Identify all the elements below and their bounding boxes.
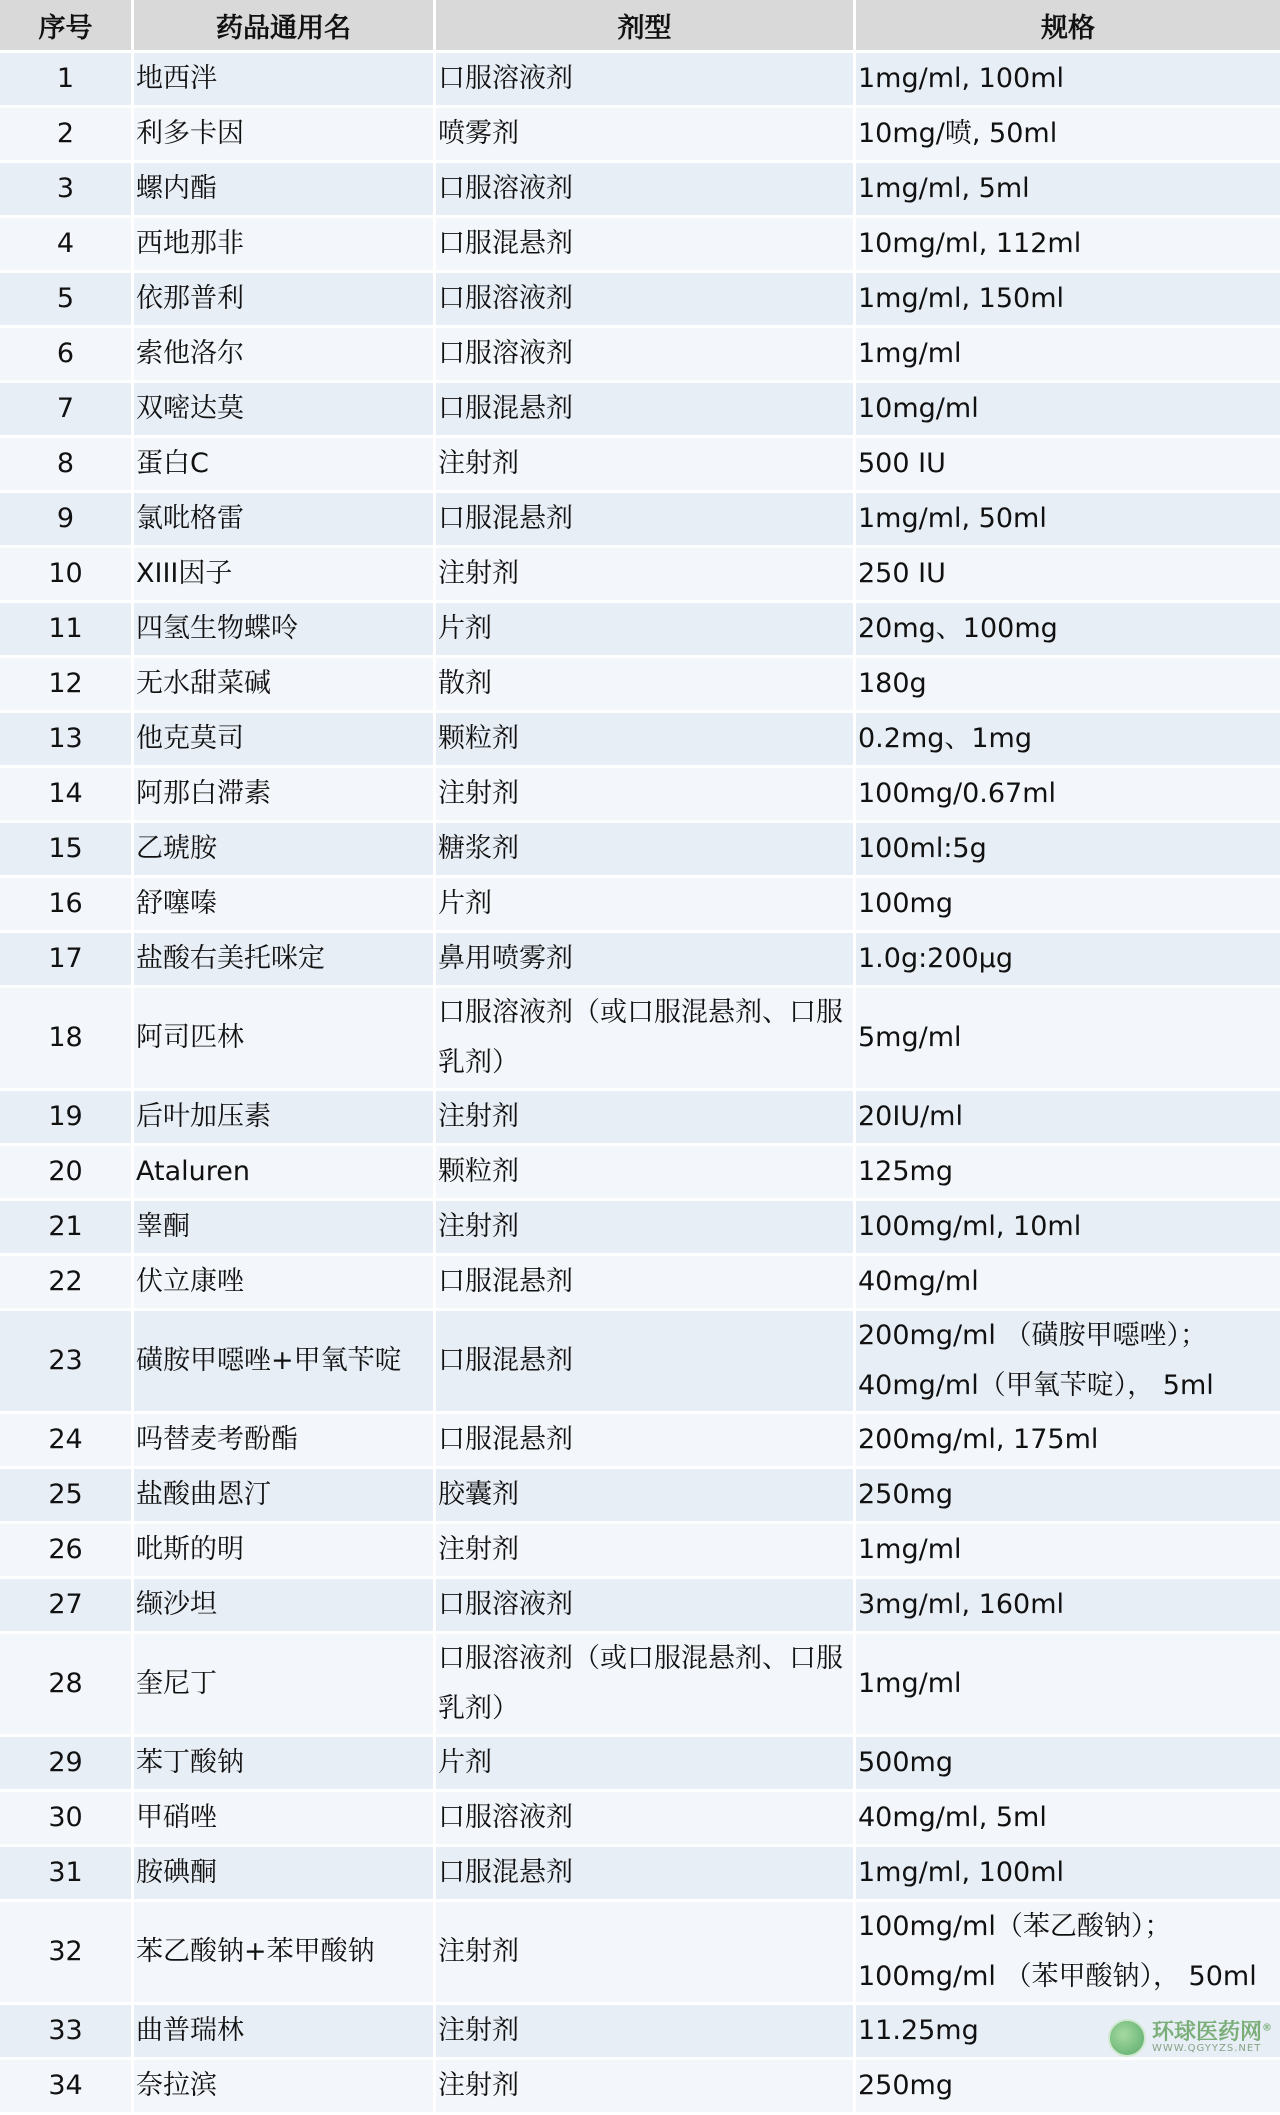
table-row: [0, 163, 1280, 215]
cell-no: 17: [0, 933, 134, 985]
cell-no: 14: [0, 768, 134, 820]
cell-form: 口服溶液剂（或口服混悬剂、口服乳剂）: [436, 1634, 856, 1734]
cell-name: 后叶加压素: [134, 1091, 436, 1143]
cell-no: 19: [0, 1091, 134, 1143]
cell-form: 胶囊剂: [436, 1469, 856, 1521]
cell-name: 吗替麦考酚酯: [134, 1414, 436, 1466]
cell-spec: 1mg/ml: [856, 328, 1280, 380]
cell-form: 注射剂: [436, 768, 856, 820]
cell-name: 奈拉滨: [134, 2060, 436, 2112]
table-row: [0, 1524, 1280, 1576]
table-row: [0, 713, 1280, 765]
header-no: 序号: [0, 0, 134, 50]
table-row: [0, 1091, 1280, 1143]
cell-no: 22: [0, 1256, 134, 1308]
cell-form: 口服溶液剂: [436, 53, 856, 105]
cell-no: 25: [0, 1469, 134, 1521]
cell-no: 26: [0, 1524, 134, 1576]
cell-form: 片剂: [436, 603, 856, 655]
cell-form: 注射剂: [436, 438, 856, 490]
table-row: [0, 1311, 1280, 1411]
cell-name: 睾酮: [134, 1201, 436, 1253]
cell-form: 口服溶液剂: [436, 328, 856, 380]
table-row: [0, 988, 1280, 1088]
table-row: [0, 1847, 1280, 1899]
table-row: [0, 438, 1280, 490]
cell-spec: 100mg/ml, 10ml: [856, 1201, 1280, 1253]
cell-name: 苯丁酸钠: [134, 1737, 436, 1789]
cell-no: 2: [0, 108, 134, 160]
cell-no: 8: [0, 438, 134, 490]
cell-form: 注射剂: [436, 548, 856, 600]
cell-no: 16: [0, 878, 134, 930]
cell-no: 32: [0, 1902, 134, 2002]
table-row: [0, 768, 1280, 820]
cell-name: 索他洛尔: [134, 328, 436, 380]
cell-spec: 10mg/ml: [856, 383, 1280, 435]
cell-name: 伏立康唑: [134, 1256, 436, 1308]
cell-spec: 1mg/ml, 5ml: [856, 163, 1280, 215]
cell-form: 口服溶液剂（或口服混悬剂、口服乳剂）: [436, 988, 856, 1088]
cell-no: 23: [0, 1311, 134, 1411]
cell-name: 曲普瑞林: [134, 2005, 436, 2057]
cell-form: 颗粒剂: [436, 713, 856, 765]
cell-name: 螺内酯: [134, 163, 436, 215]
table-row: [0, 108, 1280, 160]
cell-name: 利多卡因: [134, 108, 436, 160]
cell-form: 口服混悬剂: [436, 218, 856, 270]
cell-no: 11: [0, 603, 134, 655]
cell-name: 四氢生物蝶呤: [134, 603, 436, 655]
table-row: [0, 1469, 1280, 1521]
cell-name: 盐酸曲恩汀: [134, 1469, 436, 1521]
cell-spec: 180g: [856, 658, 1280, 710]
cell-spec: 125mg: [856, 1146, 1280, 1198]
cell-name: 阿那白滞素: [134, 768, 436, 820]
table-row: [0, 2060, 1280, 2112]
cell-spec: 100mg: [856, 878, 1280, 930]
cell-form: 注射剂: [436, 1201, 856, 1253]
table-row: [0, 603, 1280, 655]
cell-form: 口服混悬剂: [436, 383, 856, 435]
cell-name: 地西泮: [134, 53, 436, 105]
cell-no: 24: [0, 1414, 134, 1466]
table-header-row: [0, 0, 1280, 50]
cell-form: 散剂: [436, 658, 856, 710]
cell-no: 4: [0, 218, 134, 270]
cell-name: 乙琥胺: [134, 823, 436, 875]
cell-no: 20: [0, 1146, 134, 1198]
watermark-en: WWW.QGYYZS.NET: [1151, 2043, 1262, 2054]
table-row: [0, 1634, 1280, 1734]
cell-spec: 200mg/ml （磺胺甲噁唑）；40mg/ml（甲氧苄啶）， 5ml: [856, 1311, 1280, 1411]
cell-spec: 250mg: [856, 2060, 1280, 2112]
cell-no: 27: [0, 1579, 134, 1631]
globe-logo-icon: [1108, 2019, 1146, 2057]
cell-spec: 10mg/ml, 112ml: [856, 218, 1280, 270]
table-row: [0, 383, 1280, 435]
table-row: [0, 933, 1280, 985]
watermark-text: [1152, 2022, 1272, 2054]
cell-form: 喷雾剂: [436, 108, 856, 160]
cell-spec: 0.2mg、1mg: [856, 713, 1280, 765]
cell-form: 口服混悬剂: [436, 1256, 856, 1308]
cell-name: 苯乙酸钠+苯甲酸钠: [134, 1902, 436, 2002]
cell-no: 21: [0, 1201, 134, 1253]
cell-spec: 40mg/ml, 5ml: [856, 1792, 1280, 1844]
cell-no: 5: [0, 273, 134, 325]
header-spec: 规格: [856, 0, 1280, 50]
cell-no: 34: [0, 2060, 134, 2112]
cell-name: 西地那非: [134, 218, 436, 270]
cell-spec: 1mg/ml, 100ml: [856, 53, 1280, 105]
cell-form: 口服混悬剂: [436, 1414, 856, 1466]
cell-form: 口服溶液剂: [436, 273, 856, 325]
cell-no: 6: [0, 328, 134, 380]
cell-name: 甲硝唑: [134, 1792, 436, 1844]
cell-spec: 40mg/ml: [856, 1256, 1280, 1308]
table-row: [0, 1146, 1280, 1198]
cell-spec: 200mg/ml, 175ml: [856, 1414, 1280, 1466]
cell-form: 口服混悬剂: [436, 493, 856, 545]
table-row: [0, 53, 1280, 105]
table-row: [0, 1414, 1280, 1466]
cell-no: 9: [0, 493, 134, 545]
table-row: [0, 878, 1280, 930]
cell-spec: 1mg/ml, 150ml: [856, 273, 1280, 325]
cell-form: 片剂: [436, 878, 856, 930]
cell-form: 口服溶液剂: [436, 1792, 856, 1844]
cell-spec: 1.0g:200μg: [856, 933, 1280, 985]
table-row: [0, 1201, 1280, 1253]
table-row: [0, 658, 1280, 710]
table-row: [0, 1902, 1280, 2002]
cell-spec: 1mg/ml: [856, 1634, 1280, 1734]
table-body: [0, 53, 1280, 2112]
cell-no: 28: [0, 1634, 134, 1734]
site-watermark: [1108, 2019, 1272, 2057]
table-row: [0, 1579, 1280, 1631]
cell-no: 31: [0, 1847, 134, 1899]
cell-form: 口服溶液剂: [436, 163, 856, 215]
cell-name: 阿司匹林: [134, 988, 436, 1088]
cell-name: 依那普利: [134, 273, 436, 325]
cell-name: 无水甜菜碱: [134, 658, 436, 710]
cell-form: 注射剂: [436, 1902, 856, 2002]
cell-form: 注射剂: [436, 1091, 856, 1143]
cell-spec: 100ml:5g: [856, 823, 1280, 875]
watermark-cn: 环球医药网®: [1151, 2020, 1272, 2045]
cell-form: 口服混悬剂: [436, 1847, 856, 1899]
cell-form: 注射剂: [436, 2005, 856, 2057]
cell-no: 13: [0, 713, 134, 765]
cell-name: 他克莫司: [134, 713, 436, 765]
cell-form: 鼻用喷雾剂: [436, 933, 856, 985]
cell-spec: 500 IU: [856, 438, 1280, 490]
table-row: [0, 823, 1280, 875]
cell-name: Ataluren: [134, 1146, 436, 1198]
cell-no: 3: [0, 163, 134, 215]
cell-no: 10: [0, 548, 134, 600]
cell-spec: 11.25mg: [856, 2005, 1280, 2057]
cell-name: 盐酸右美托咪定: [134, 933, 436, 985]
cell-form: 注射剂: [436, 2060, 856, 2112]
cell-name: 蛋白C: [134, 438, 436, 490]
cell-no: 7: [0, 383, 134, 435]
table-row: [0, 273, 1280, 325]
cell-no: 12: [0, 658, 134, 710]
cell-name: 吡斯的明: [134, 1524, 436, 1576]
table-row: [0, 2005, 1280, 2057]
table-row: [0, 1792, 1280, 1844]
cell-spec: 1mg/ml, 100ml: [856, 1847, 1280, 1899]
table-row: [0, 1256, 1280, 1308]
cell-spec: 500mg: [856, 1737, 1280, 1789]
cell-spec: 1mg/ml: [856, 1524, 1280, 1576]
cell-no: 30: [0, 1792, 134, 1844]
cell-spec: 100mg/ml（苯乙酸钠）；100mg/ml （苯甲酸钠）， 50ml: [856, 1902, 1280, 2002]
cell-spec: 3mg/ml, 160ml: [856, 1579, 1280, 1631]
cell-name: 奎尼丁: [134, 1634, 436, 1734]
cell-spec: 20IU/ml: [856, 1091, 1280, 1143]
header-name: 药品通用名: [134, 0, 436, 50]
cell-form: 口服混悬剂: [436, 1311, 856, 1411]
cell-name: 氯吡格雷: [134, 493, 436, 545]
cell-name: 缬沙坦: [134, 1579, 436, 1631]
cell-form: 口服溶液剂: [436, 1579, 856, 1631]
cell-spec: 100mg/0.67ml: [856, 768, 1280, 820]
table-row: [0, 548, 1280, 600]
cell-form: 糖浆剂: [436, 823, 856, 875]
cell-spec: 250 IU: [856, 548, 1280, 600]
table-row: [0, 218, 1280, 270]
cell-spec: 250mg: [856, 1469, 1280, 1521]
cell-no: 29: [0, 1737, 134, 1789]
cell-form: 注射剂: [436, 1524, 856, 1576]
cell-name: XIII因子: [134, 548, 436, 600]
table-row: [0, 328, 1280, 380]
cell-spec: 20mg、100mg: [856, 603, 1280, 655]
cell-no: 1: [0, 53, 134, 105]
table-row: [0, 493, 1280, 545]
cell-form: 颗粒剂: [436, 1146, 856, 1198]
cell-name: 胺碘酮: [134, 1847, 436, 1899]
table-row: [0, 1737, 1280, 1789]
header-form: 剂型: [436, 0, 856, 50]
cell-spec: 10mg/喷, 50ml: [856, 108, 1280, 160]
cell-no: 18: [0, 988, 134, 1088]
cell-spec: 1mg/ml, 50ml: [856, 493, 1280, 545]
cell-no: 33: [0, 2005, 134, 2057]
cell-name: 舒噻嗪: [134, 878, 436, 930]
cell-no: 15: [0, 823, 134, 875]
cell-name: 双嘧达莫: [134, 383, 436, 435]
cell-spec: 5mg/ml: [856, 988, 1280, 1088]
cell-form: 片剂: [436, 1737, 856, 1789]
cell-name: 磺胺甲噁唑+甲氧苄啶: [134, 1311, 436, 1411]
